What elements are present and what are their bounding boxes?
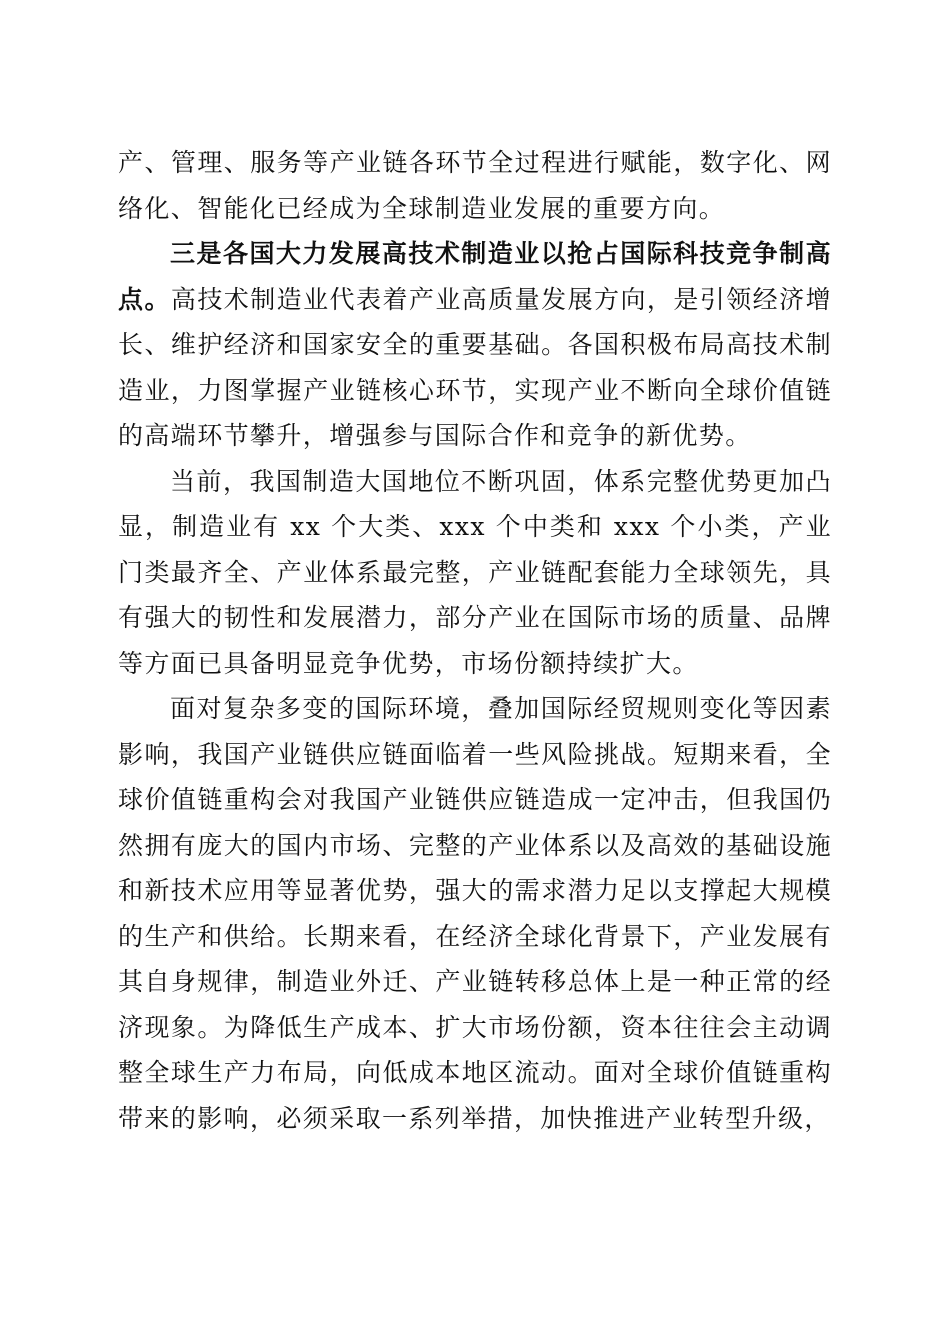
paragraph-manufacturing-status <box>118 459 832 687</box>
paragraph-lead-heading: 三是各国大力发展高技术制造业以抢占国际科技竞争制高点。 <box>118 239 832 314</box>
paragraph-text: 产、管理、服务等产业链各环节全过程进行赋能，数字化、网络化、智能化已经成为全球制造业发展的重要方向。 <box>118 148 832 223</box>
paragraph-digitalization <box>118 140 832 231</box>
document-page <box>118 140 832 1141</box>
paragraph-text: 面对复杂多变的国际环境，叠加国际经贸规则变化等因素影响，我国产业链供应链面临着一些风险挑战。短期来看，全球价值链重构会对我国产业链供应链造成一定冲击，但我国仍然拥有庞大的国内市场、完整的产业体系以及高效的基础设施和新技术应用等显著优势，强大的需求潜力足以支撑起大规模的生产和供给。长期来看，在经济全球化背景下，产业发展有其自身规律，制造业外迁、产业链转移总体上是一种正常的经济现象。为降低生产成本、扩大市场份额，资本往往会主动调整全球生产力布局，向低成本地区流动。面对全球价值链重构带来的影响，必须采取一系列举措，加快推进产业转型升级， <box>118 694 832 1133</box>
paragraph-text: 高技术制造业代表着产业高质量发展方向，是引领经济增长、维护经济和国家安全的重要基础。各国积极布局高技术制造业，力图掌握产业链核心环节，实现产业不断向全球价值链的高端环节攀升，增强参与国际合作和竞争的新优势。 <box>118 284 832 450</box>
paragraph-international-environment <box>118 686 832 1141</box>
paragraph-high-tech-manufacturing <box>118 231 832 459</box>
paragraph-text: 当前，我国制造大国地位不断巩固，体系完整优势更加凸显，制造业有 xx 个大类、xxx 个中类和 xxx 个小类，产业门类最齐全、产业体系最完整，产业链配套能力全球领先，具有强大的韧性和发展潜力，部分产业在国际市场的质量、品牌等方面已具备明显竞争优势，市场份额持续扩大。 <box>118 466 832 678</box>
